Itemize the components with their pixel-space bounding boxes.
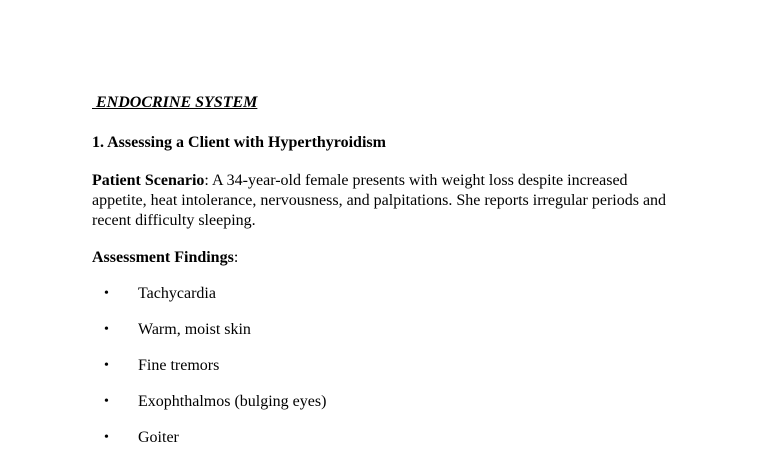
assessment-findings-heading — [92, 248, 238, 268]
assessment-findings-colon: : — [233, 249, 239, 266]
bullet-icon: • — [104, 286, 109, 301]
finding-text: Goiter — [138, 429, 179, 446]
finding-text: Tachycardia — [138, 285, 216, 302]
assessment-findings-label: Assessment Findings — [92, 249, 234, 266]
section-heading: 1. Assessing a Client with Hyperthyroidism — [92, 134, 386, 151]
patient-scenario-paragraph — [92, 171, 672, 231]
bullet-icon: • — [104, 430, 109, 445]
finding-text: Warm, moist skin — [138, 321, 251, 338]
bullet-icon: • — [104, 322, 109, 337]
document-title: ENDOCRINE SYSTEM — [92, 94, 258, 111]
patient-scenario-text: : A 34-year-old female presents with weight loss despite increased appetite, heat intolerance, nervousness, and palpitations. She reports irregular periods and recent difficulty sleeping. — [92, 172, 667, 229]
finding-text: Exophthalmos (bulging eyes) — [138, 393, 327, 410]
bullet-icon: • — [104, 394, 109, 409]
bullet-icon: • — [104, 358, 109, 373]
patient-scenario-label: Patient Scenario — [92, 172, 205, 189]
finding-text: Fine tremors — [138, 357, 220, 374]
